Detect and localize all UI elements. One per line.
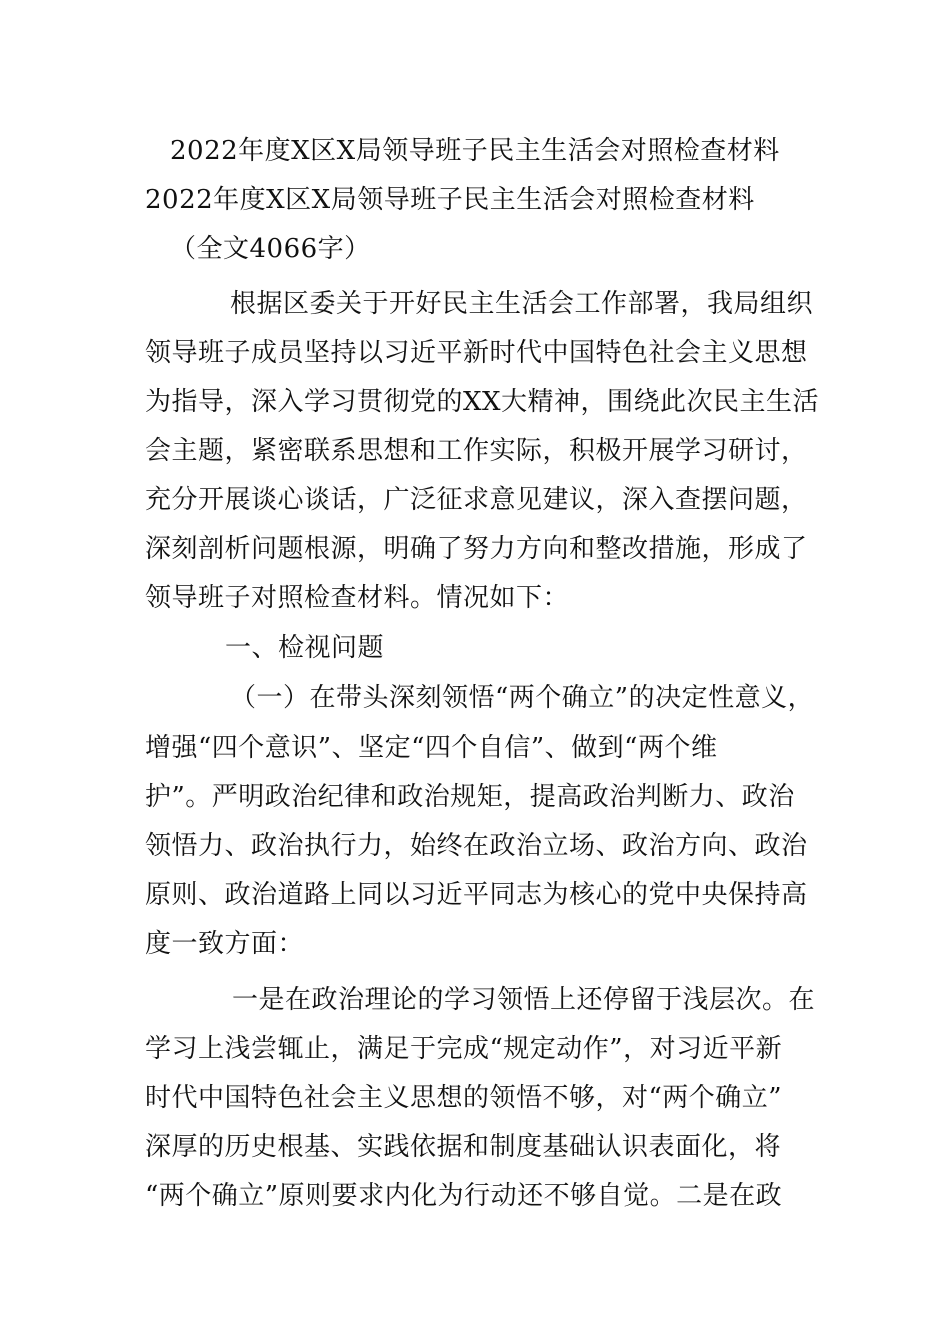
intro-line: 会主题，紧密联系思想和工作实际，积极开展学习研讨， [145, 436, 808, 466]
intro-line: 领导班子成员坚持以习近平新时代中国特色社会主义思想 [145, 338, 808, 368]
word-count: （全文4066字） [170, 234, 371, 264]
subsection-line: 增强“四个意识”、坚定“四个自信”、做到“两个维 [145, 733, 718, 763]
paragraph-line: “两个确立”原则要求内化为行动还不够自觉。二是在政 [145, 1181, 783, 1211]
intro-line: 充分开展谈心谈话，广泛征求意见建议，深入查摆问题， [145, 485, 808, 515]
intro-line: 为指导，深入学习贯彻党的XX大精神，围绕此次民主生活 [145, 387, 820, 417]
paragraph-line: 学习上浅尝辄止，满足于完成“规定动作”，对习近平新 [145, 1034, 783, 1064]
subsection-line: 原则、政治道路上同以习近平同志为核心的党中央保持高 [145, 880, 808, 910]
intro-line: 领导班子对照检查材料。情况如下： [145, 583, 570, 613]
intro-line: 根据区委关于开好民主生活会工作部署，我局组织 [230, 289, 814, 319]
document-title-line-2: 2022年度X区X局领导班子民主生活会对照检查材料 [145, 185, 755, 215]
paragraph-line: 深厚的历史根基、实践依据和制度基础认识表面化，将 [145, 1132, 782, 1162]
subsection-line: 护”。严明政治纪律和政治规矩，提高政治判断力、政治 [145, 782, 795, 812]
subsection-line: 度一致方面： [145, 929, 305, 959]
paragraph-line: 时代中国特色社会主义思想的领悟不够，对“两个确立” [145, 1083, 783, 1113]
paragraph-line: 一是在政治理论的学习领悟上还停留于浅层次。在 [232, 985, 816, 1015]
section-heading: 一、检视问题 [225, 633, 385, 663]
intro-line: 深刻剖析问题根源，明确了努力方向和整改措施，形成了 [145, 534, 808, 564]
subsection-line: 领悟力、政治执行力，始终在政治立场、政治方向、政治 [145, 831, 808, 861]
document-title-line-1: 2022年度X区X局领导班子民主生活会对照检查材料 [170, 136, 780, 166]
subsection-line: （一）在带头深刻领悟“两个确立”的决定性意义， [230, 683, 815, 713]
